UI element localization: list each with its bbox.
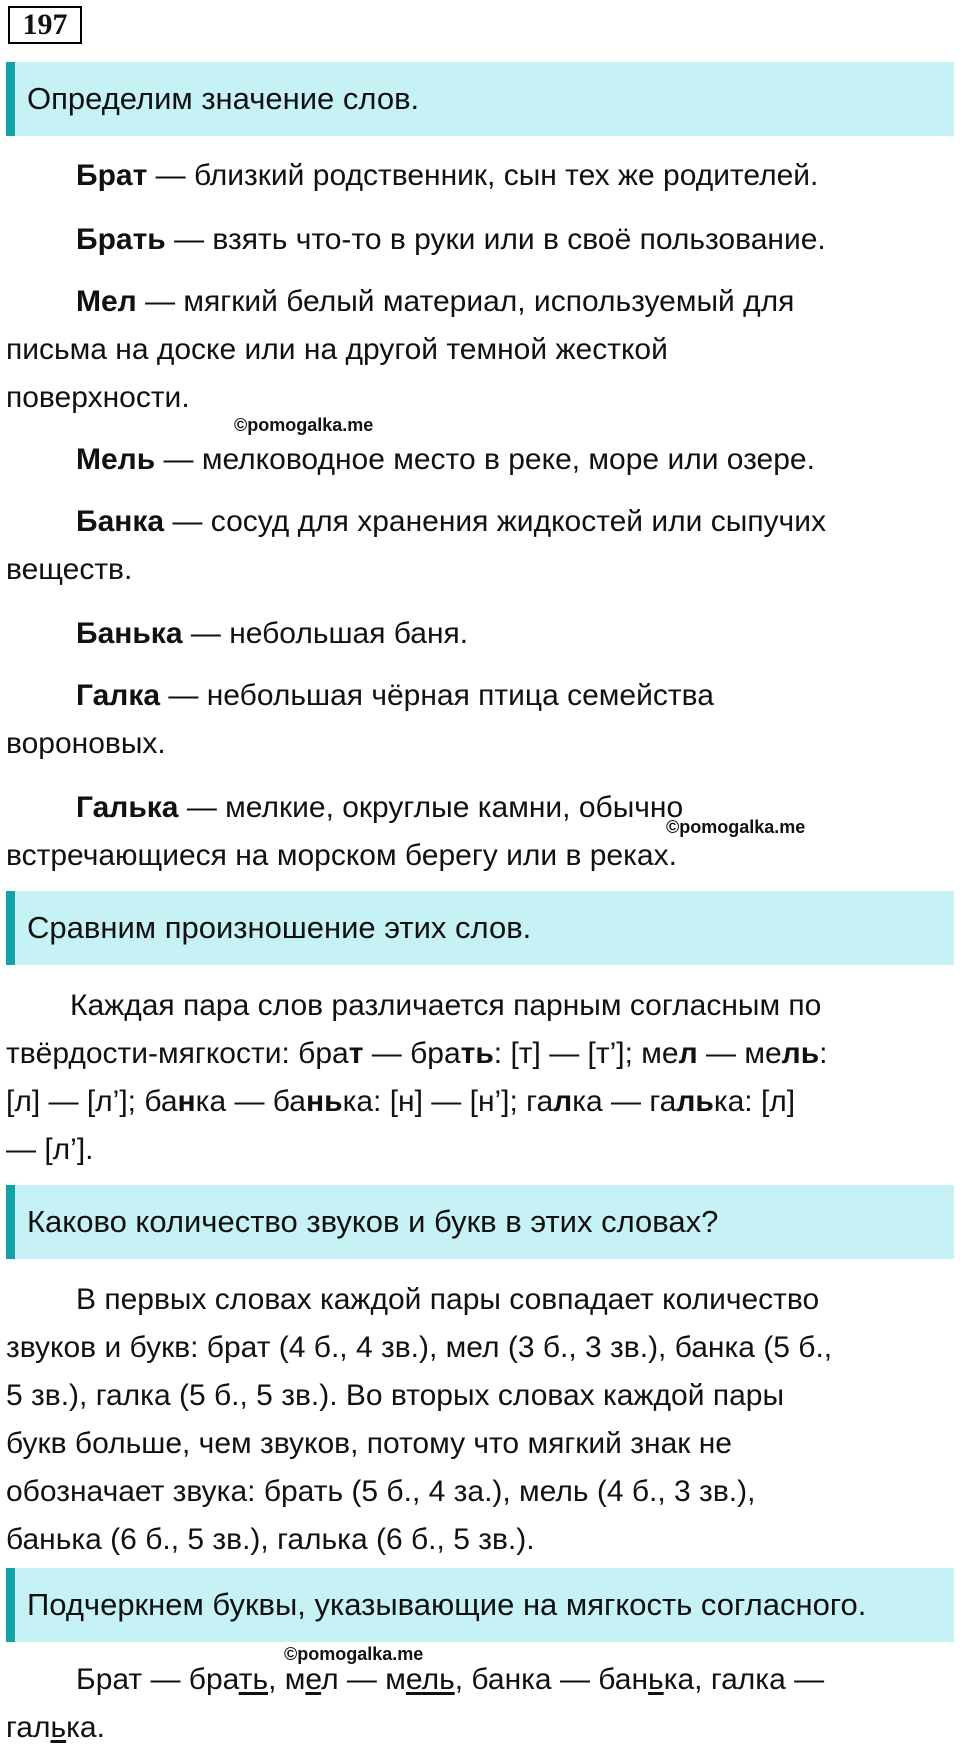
pronunciation-line: Каждая пара слов различается парным согласным по — [70, 989, 822, 1022]
watermark-text: ©pomogalka.me — [284, 1644, 424, 1664]
definition-mel: Мел — мягкий белый материал, используемый для — [76, 285, 795, 318]
sounds-letters-line: банька (6 б., 5 зв.), галька (6 б., 5 зв.). — [6, 1523, 535, 1556]
sounds-letters-line: В первых словах каждой пары совпадает количество — [76, 1283, 820, 1316]
definition-galka-soft-line2: встречающиеся на морском берегу или в реках. — [6, 839, 677, 872]
definition-mel-line3: поверхности. — [6, 381, 190, 414]
exercise-number: 197 — [8, 6, 82, 44]
definition-banka-line2: веществ. — [6, 553, 133, 586]
definition-galka: Галка — небольшая чёрная птица семейства — [76, 679, 714, 712]
section-heading-definitions: Определим значение слов. — [6, 62, 954, 136]
pronunciation-line: твёрдости-мягкости: брат — брать: [т] — [т’]; мел — мель: — [6, 1037, 828, 1070]
watermark-text: ©pomogalka.me — [666, 817, 806, 837]
sounds-letters-line: 5 зв.), галка (5 б., 5 зв.). Во вторых словах каждой пары — [6, 1379, 785, 1412]
definition-galka-soft: Галька — мелкие, округлые камни, обычно — [76, 791, 684, 824]
definition-brat-verb: Брать — взять что-то в руки или в своё пользование. — [76, 223, 826, 256]
definition-banka: Банка — сосуд для хранения жидкостей или сыпучих — [76, 505, 826, 538]
definition-brat: Брат — близкий родственник, сын тех же родителей. — [76, 159, 819, 192]
definition-galka-line2: вороновых. — [6, 727, 166, 760]
pronunciation-line: [л] — [л’]; банка — банька: [н] — [н’]; галка — галька: [л] — [6, 1085, 796, 1118]
sounds-letters-line: обозначает звука: брать (5 б., 4 за.), мель (4 б., 3 зв.), — [6, 1475, 756, 1508]
pronunciation-line: — [л’]. — [6, 1133, 94, 1166]
definition-mel-soft: Мель — мелководное место в реке, море или озере. — [76, 443, 815, 476]
underline-answer-line: Брат — брать, мел — мель, банка — банька, галка — — [76, 1663, 825, 1696]
underline-answer-line: галька. — [6, 1711, 105, 1744]
definition-mel-line2: письма на доске или на другой темной жесткой — [6, 333, 668, 366]
section-heading-sounds-letters: Каково количество звуков и букв в этих словах? — [6, 1185, 954, 1259]
sounds-letters-line: звуков и букв: брат (4 б., 4 зв.), мел (3 б., 3 зв.), банка (5 б., — [6, 1331, 833, 1364]
watermark-text: ©pomogalka.me — [234, 415, 374, 435]
section-heading-underline: Подчеркнем буквы, указывающие на мягкость согласного. — [6, 1568, 954, 1642]
sounds-letters-line: букв больше, чем звуков, потому что мягкий знак не — [6, 1427, 732, 1460]
definition-banka-soft: Банька — небольшая баня. — [76, 617, 469, 650]
section-heading-pronunciation: Сравним произношение этих слов. — [6, 891, 954, 965]
